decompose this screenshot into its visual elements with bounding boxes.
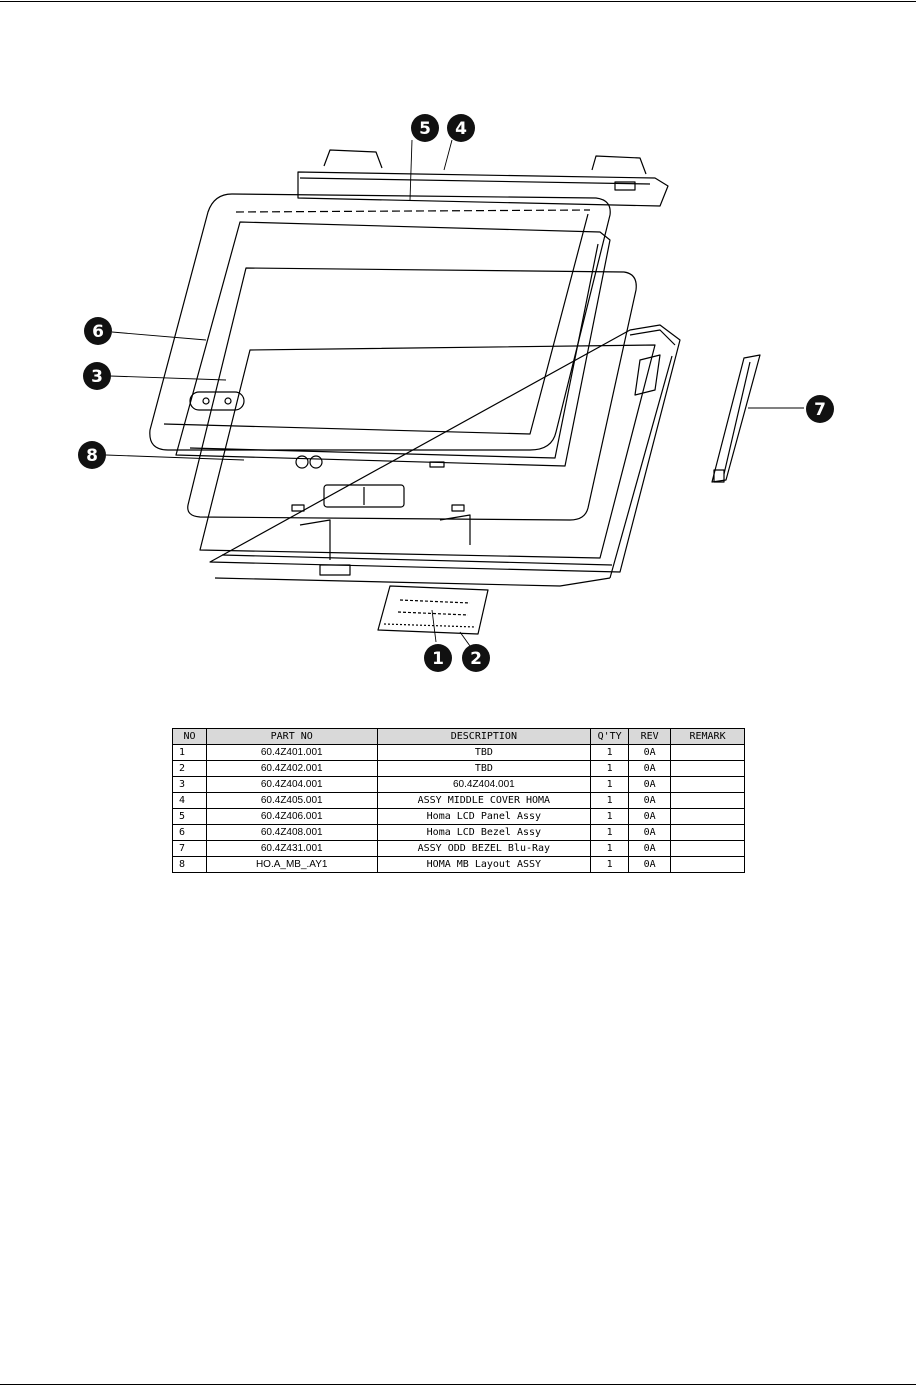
bottom-rule — [0, 1384, 916, 1385]
motherboard-plate-part — [200, 345, 655, 575]
table-row — [173, 793, 745, 809]
table-row — [173, 777, 745, 793]
parts-list-table — [172, 728, 745, 873]
lcd-cover-part — [150, 194, 610, 450]
cell-qty: 1 — [591, 793, 629, 809]
cell-qty: 1 — [591, 761, 629, 777]
cell-remark — [671, 841, 745, 857]
cell-rev: 0A — [629, 857, 671, 873]
svg-text:1: 1 — [432, 649, 444, 669]
cell-no: 3 — [173, 777, 207, 793]
cell-remark — [671, 825, 745, 841]
cell-description: 60.4Z404.001 — [377, 777, 591, 793]
palm-rest-part — [188, 268, 637, 520]
cell-qty: 1 — [591, 809, 629, 825]
cell-remark — [671, 793, 745, 809]
callout-8 — [78, 441, 106, 469]
cell-rev: 0A — [629, 745, 671, 761]
odd-bezel-part — [712, 355, 760, 482]
cell-part-no: HO.A_MB_.AY1 — [206, 857, 377, 873]
callout-1 — [424, 644, 452, 672]
table-header-row — [173, 729, 745, 745]
callout-4 — [447, 114, 475, 142]
cell-description: TBD — [377, 745, 591, 761]
svg-text:3: 3 — [91, 367, 103, 387]
hdd-board-part — [378, 586, 488, 634]
svg-text:7: 7 — [814, 400, 826, 420]
header-remark: REMARK — [671, 729, 745, 745]
cell-qty: 1 — [591, 745, 629, 761]
callout-7 — [806, 395, 834, 423]
callout-6 — [84, 317, 112, 345]
header-qty: Q'TY — [591, 729, 629, 745]
cell-part-no: 60.4Z406.001 — [206, 809, 377, 825]
callout-5 — [411, 114, 439, 142]
table-row — [173, 841, 745, 857]
cell-no: 5 — [173, 809, 207, 825]
cell-description: ASSY MIDDLE COVER HOMA — [377, 793, 591, 809]
cell-part-no: 60.4Z401.001 — [206, 745, 377, 761]
cell-no: 4 — [173, 793, 207, 809]
cell-remark — [671, 809, 745, 825]
leader-lines — [106, 140, 804, 646]
middle-cover-part — [298, 150, 668, 206]
svg-text:2: 2 — [470, 649, 482, 669]
cell-rev: 0A — [629, 777, 671, 793]
cell-no: 6 — [173, 825, 207, 841]
cell-no: 1 — [173, 745, 207, 761]
cell-qty: 1 — [591, 841, 629, 857]
cell-qty: 1 — [591, 825, 629, 841]
cell-description: Homa LCD Panel Assy — [377, 809, 591, 825]
cell-description: ASSY ODD BEZEL Blu-Ray — [377, 841, 591, 857]
callout-3 — [83, 362, 111, 390]
cell-qty: 1 — [591, 777, 629, 793]
cell-remark — [671, 761, 745, 777]
cell-part-no: 60.4Z431.001 — [206, 841, 377, 857]
cell-no: 2 — [173, 761, 207, 777]
cell-rev: 0A — [629, 761, 671, 777]
cell-description: HOMA MB Layout ASSY — [377, 857, 591, 873]
cell-rev: 0A — [629, 825, 671, 841]
cell-rev: 0A — [629, 793, 671, 809]
cell-description: Homa LCD Bezel Assy — [377, 825, 591, 841]
cell-rev: 0A — [629, 809, 671, 825]
cell-part-no: 60.4Z402.001 — [206, 761, 377, 777]
cell-remark — [671, 777, 745, 793]
header-no: NO — [173, 729, 207, 745]
table-row — [173, 809, 745, 825]
header-rev: REV — [629, 729, 671, 745]
cell-part-no: 60.4Z404.001 — [206, 777, 377, 793]
header-description: DESCRIPTION — [377, 729, 591, 745]
cell-no: 8 — [173, 857, 207, 873]
cell-part-no: 60.4Z405.001 — [206, 793, 377, 809]
table-row — [173, 761, 745, 777]
cell-description: TBD — [377, 761, 591, 777]
cell-qty: 1 — [591, 857, 629, 873]
svg-text:6: 6 — [92, 322, 104, 342]
svg-text:4: 4 — [455, 119, 467, 139]
svg-text:8: 8 — [86, 446, 98, 466]
cell-no: 7 — [173, 841, 207, 857]
header-part-no: PART NO — [206, 729, 377, 745]
cell-rev: 0A — [629, 841, 671, 857]
cell-remark — [671, 745, 745, 761]
table-row — [173, 857, 745, 873]
svg-text:5: 5 — [419, 119, 431, 139]
cell-remark — [671, 857, 745, 873]
table-row — [173, 825, 745, 841]
cell-part-no: 60.4Z408.001 — [206, 825, 377, 841]
lcd-panel-part — [176, 222, 610, 468]
callout-2 — [462, 644, 490, 672]
table-row — [173, 745, 745, 761]
